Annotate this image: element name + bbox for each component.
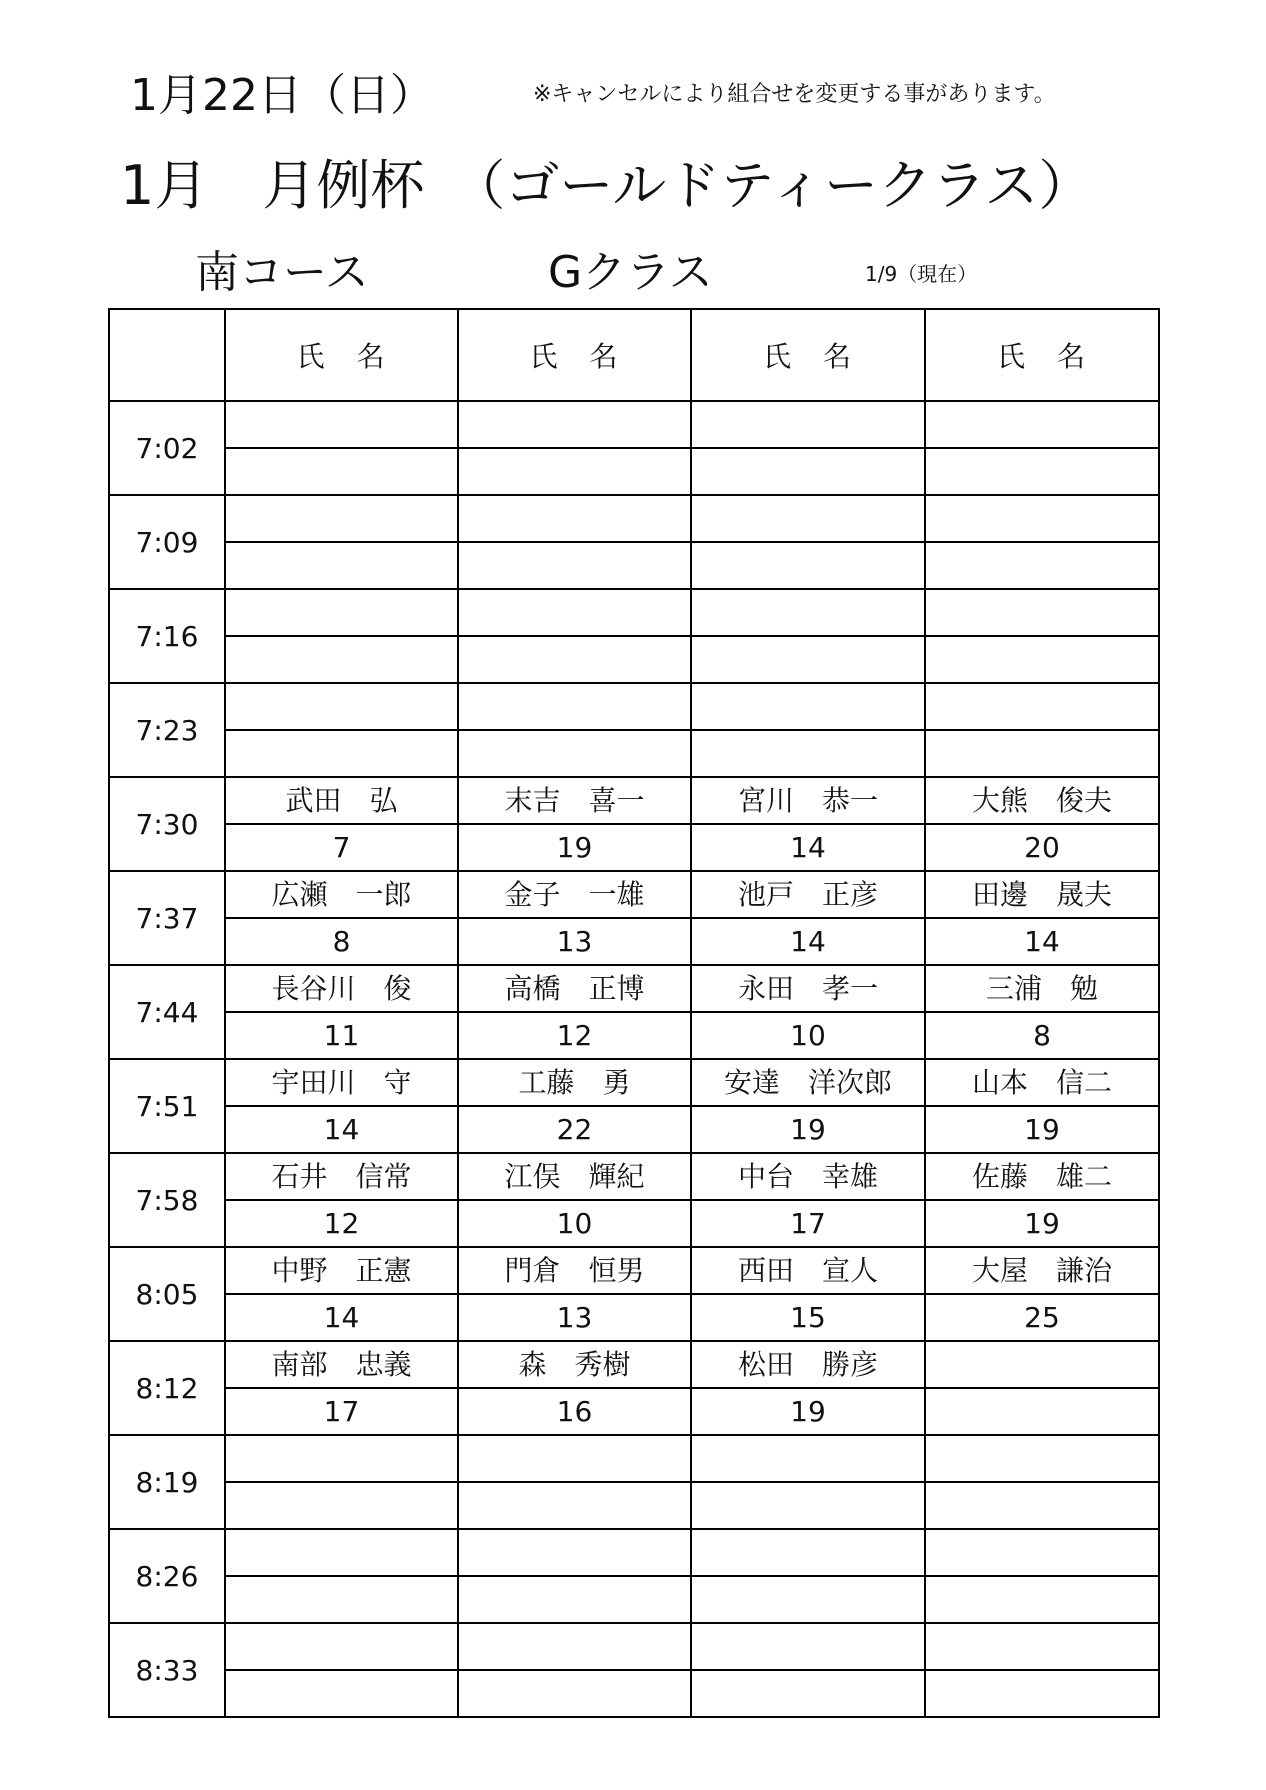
player-name: 広瀬 一郎 [225,871,458,918]
player-handicap [691,1670,925,1717]
player-name: 工藤 勇 [458,1059,691,1106]
table-row-handicap [109,542,1159,589]
table-row-handicap [109,730,1159,777]
player-name: 中台 幸雄 [691,1153,925,1200]
player-name: 三浦 勉 [925,965,1159,1012]
player-name [925,1341,1159,1388]
player-handicap: 11 [225,1012,458,1059]
table-row [109,495,1159,542]
tee-time: 7:09 [109,495,225,589]
table-row-handicap [109,1106,1159,1153]
player-name: 安達 洋次郎 [691,1059,925,1106]
player-name [925,495,1159,542]
player-name: 宇田川 守 [225,1059,458,1106]
player-handicap [925,448,1159,495]
player-handicap: 19 [691,1106,925,1153]
table-row-handicap [109,1576,1159,1623]
table-row [109,1153,1159,1200]
player-name: 長谷川 俊 [225,965,458,1012]
column-header-name-3: 氏 名 [691,309,925,401]
player-name [458,683,691,730]
player-handicap [925,1576,1159,1623]
tee-time: 7:23 [109,683,225,777]
table-row [109,1059,1159,1106]
player-handicap [691,1576,925,1623]
player-handicap [458,542,691,589]
table-row [109,1435,1159,1482]
player-handicap [691,448,925,495]
player-handicap: 13 [458,1294,691,1341]
player-name [458,1529,691,1576]
player-handicap: 14 [691,824,925,871]
player-handicap [925,1482,1159,1529]
player-name [458,495,691,542]
player-handicap: 13 [458,918,691,965]
player-handicap [691,730,925,777]
player-name: 池戸 正彦 [691,871,925,918]
player-name [691,1529,925,1576]
table-row [109,1623,1159,1670]
player-handicap: 10 [458,1200,691,1247]
player-name: 永田 孝一 [691,965,925,1012]
tee-time: 8:12 [109,1341,225,1435]
player-handicap [458,448,691,495]
tee-time-rows [109,401,1159,1717]
player-handicap: 19 [925,1106,1159,1153]
player-name [925,401,1159,448]
tee-time: 7:58 [109,1153,225,1247]
player-handicap [925,636,1159,683]
player-name [925,1529,1159,1576]
player-handicap: 7 [225,824,458,871]
column-header-name-1: 氏 名 [225,309,458,401]
tee-time: 8:19 [109,1435,225,1529]
player-name [691,1435,925,1482]
player-handicap: 14 [225,1106,458,1153]
player-name [458,1623,691,1670]
player-name: 宮川 恭一 [691,777,925,824]
player-name: 江俣 輝紀 [458,1153,691,1200]
class-name: Gクラス [548,247,713,298]
player-handicap [225,636,458,683]
player-name [458,589,691,636]
player-handicap [225,1670,458,1717]
player-handicap: 12 [458,1012,691,1059]
player-handicap: 25 [925,1294,1159,1341]
player-name: 田邊 晟夫 [925,871,1159,918]
tee-time-table [108,308,1160,1718]
player-handicap [925,730,1159,777]
player-handicap [458,636,691,683]
player-handicap [225,730,458,777]
player-name [925,589,1159,636]
table-row [109,871,1159,918]
player-name [225,1529,458,1576]
player-handicap: 14 [691,918,925,965]
player-handicap: 14 [925,918,1159,965]
player-name [691,683,925,730]
table-row-handicap [109,1200,1159,1247]
tee-time: 8:26 [109,1529,225,1623]
table-row [109,401,1159,448]
page-title: 1月 月例杯 （ゴールドティークラス） [120,154,1093,217]
player-name: 西田 宣人 [691,1247,925,1294]
player-handicap [458,1670,691,1717]
event-date: 1月22日（日） [130,70,434,121]
tee-time: 7:02 [109,401,225,495]
player-name [225,1623,458,1670]
player-handicap [458,1482,691,1529]
player-name: 大熊 俊夫 [925,777,1159,824]
player-name: 南部 忠義 [225,1341,458,1388]
player-handicap [225,448,458,495]
player-name [225,589,458,636]
player-handicap: 19 [925,1200,1159,1247]
player-name: 石井 信常 [225,1153,458,1200]
player-name: 松田 勝彦 [691,1341,925,1388]
player-name [225,495,458,542]
player-name: 中野 正憲 [225,1247,458,1294]
player-name: 山本 信二 [925,1059,1159,1106]
player-name: 佐藤 雄二 [925,1153,1159,1200]
table-row-handicap [109,1388,1159,1435]
player-handicap [691,542,925,589]
course-name: 南コース [195,247,369,298]
table-row-handicap [109,1012,1159,1059]
player-name: 門倉 恒男 [458,1247,691,1294]
corner-header [109,309,225,401]
player-handicap: 22 [458,1106,691,1153]
player-name [691,401,925,448]
player-handicap: 19 [691,1388,925,1435]
player-handicap: 15 [691,1294,925,1341]
player-handicap: 8 [925,1012,1159,1059]
player-name [691,589,925,636]
player-name [691,495,925,542]
player-handicap: 17 [225,1388,458,1435]
table-row-handicap [109,918,1159,965]
tee-time: 7:51 [109,1059,225,1153]
player-name [925,1435,1159,1482]
player-name: 森 秀樹 [458,1341,691,1388]
player-handicap: 10 [691,1012,925,1059]
player-handicap: 8 [225,918,458,965]
as-of-date: 1/9（現在） [865,262,978,286]
tee-time: 7:16 [109,589,225,683]
table-row [109,1529,1159,1576]
tee-time: 7:44 [109,965,225,1059]
table-row [109,1247,1159,1294]
player-handicap [925,542,1159,589]
column-header-name-4: 氏 名 [925,309,1159,401]
table-row-handicap [109,1482,1159,1529]
player-handicap [925,1388,1159,1435]
cancellation-notice: ※キャンセルにより組合せを変更する事があります。 [533,82,1056,107]
player-handicap [458,1576,691,1623]
table-row [109,683,1159,730]
player-name: 高橋 正博 [458,965,691,1012]
table-row-handicap [109,1294,1159,1341]
player-name: 末吉 喜一 [458,777,691,824]
table-row-handicap [109,824,1159,871]
player-handicap: 17 [691,1200,925,1247]
table-row-handicap [109,636,1159,683]
player-name [458,401,691,448]
tee-time: 8:33 [109,1623,225,1717]
table-row-handicap [109,1670,1159,1717]
table-row [109,589,1159,636]
column-header-name-2: 氏 名 [458,309,691,401]
player-handicap: 14 [225,1294,458,1341]
player-handicap [225,542,458,589]
player-handicap [691,1482,925,1529]
player-handicap [925,1670,1159,1717]
player-handicap: 19 [458,824,691,871]
player-handicap [225,1482,458,1529]
player-name [225,401,458,448]
table-row [109,777,1159,824]
tee-time: 7:37 [109,871,225,965]
player-name [925,1623,1159,1670]
player-handicap [458,730,691,777]
player-name: 金子 一雄 [458,871,691,918]
table-header-row [109,309,1159,401]
tee-time: 8:05 [109,1247,225,1341]
player-name: 武田 弘 [225,777,458,824]
player-handicap: 12 [225,1200,458,1247]
player-name [925,683,1159,730]
player-name [225,1435,458,1482]
table-row [109,965,1159,1012]
player-handicap [225,1576,458,1623]
player-name [691,1623,925,1670]
tee-time: 7:30 [109,777,225,871]
player-handicap: 16 [458,1388,691,1435]
player-name [225,683,458,730]
player-handicap: 20 [925,824,1159,871]
player-handicap [691,636,925,683]
table-row [109,1341,1159,1388]
player-name: 大屋 謙治 [925,1247,1159,1294]
player-name [458,1435,691,1482]
table-row-handicap [109,448,1159,495]
